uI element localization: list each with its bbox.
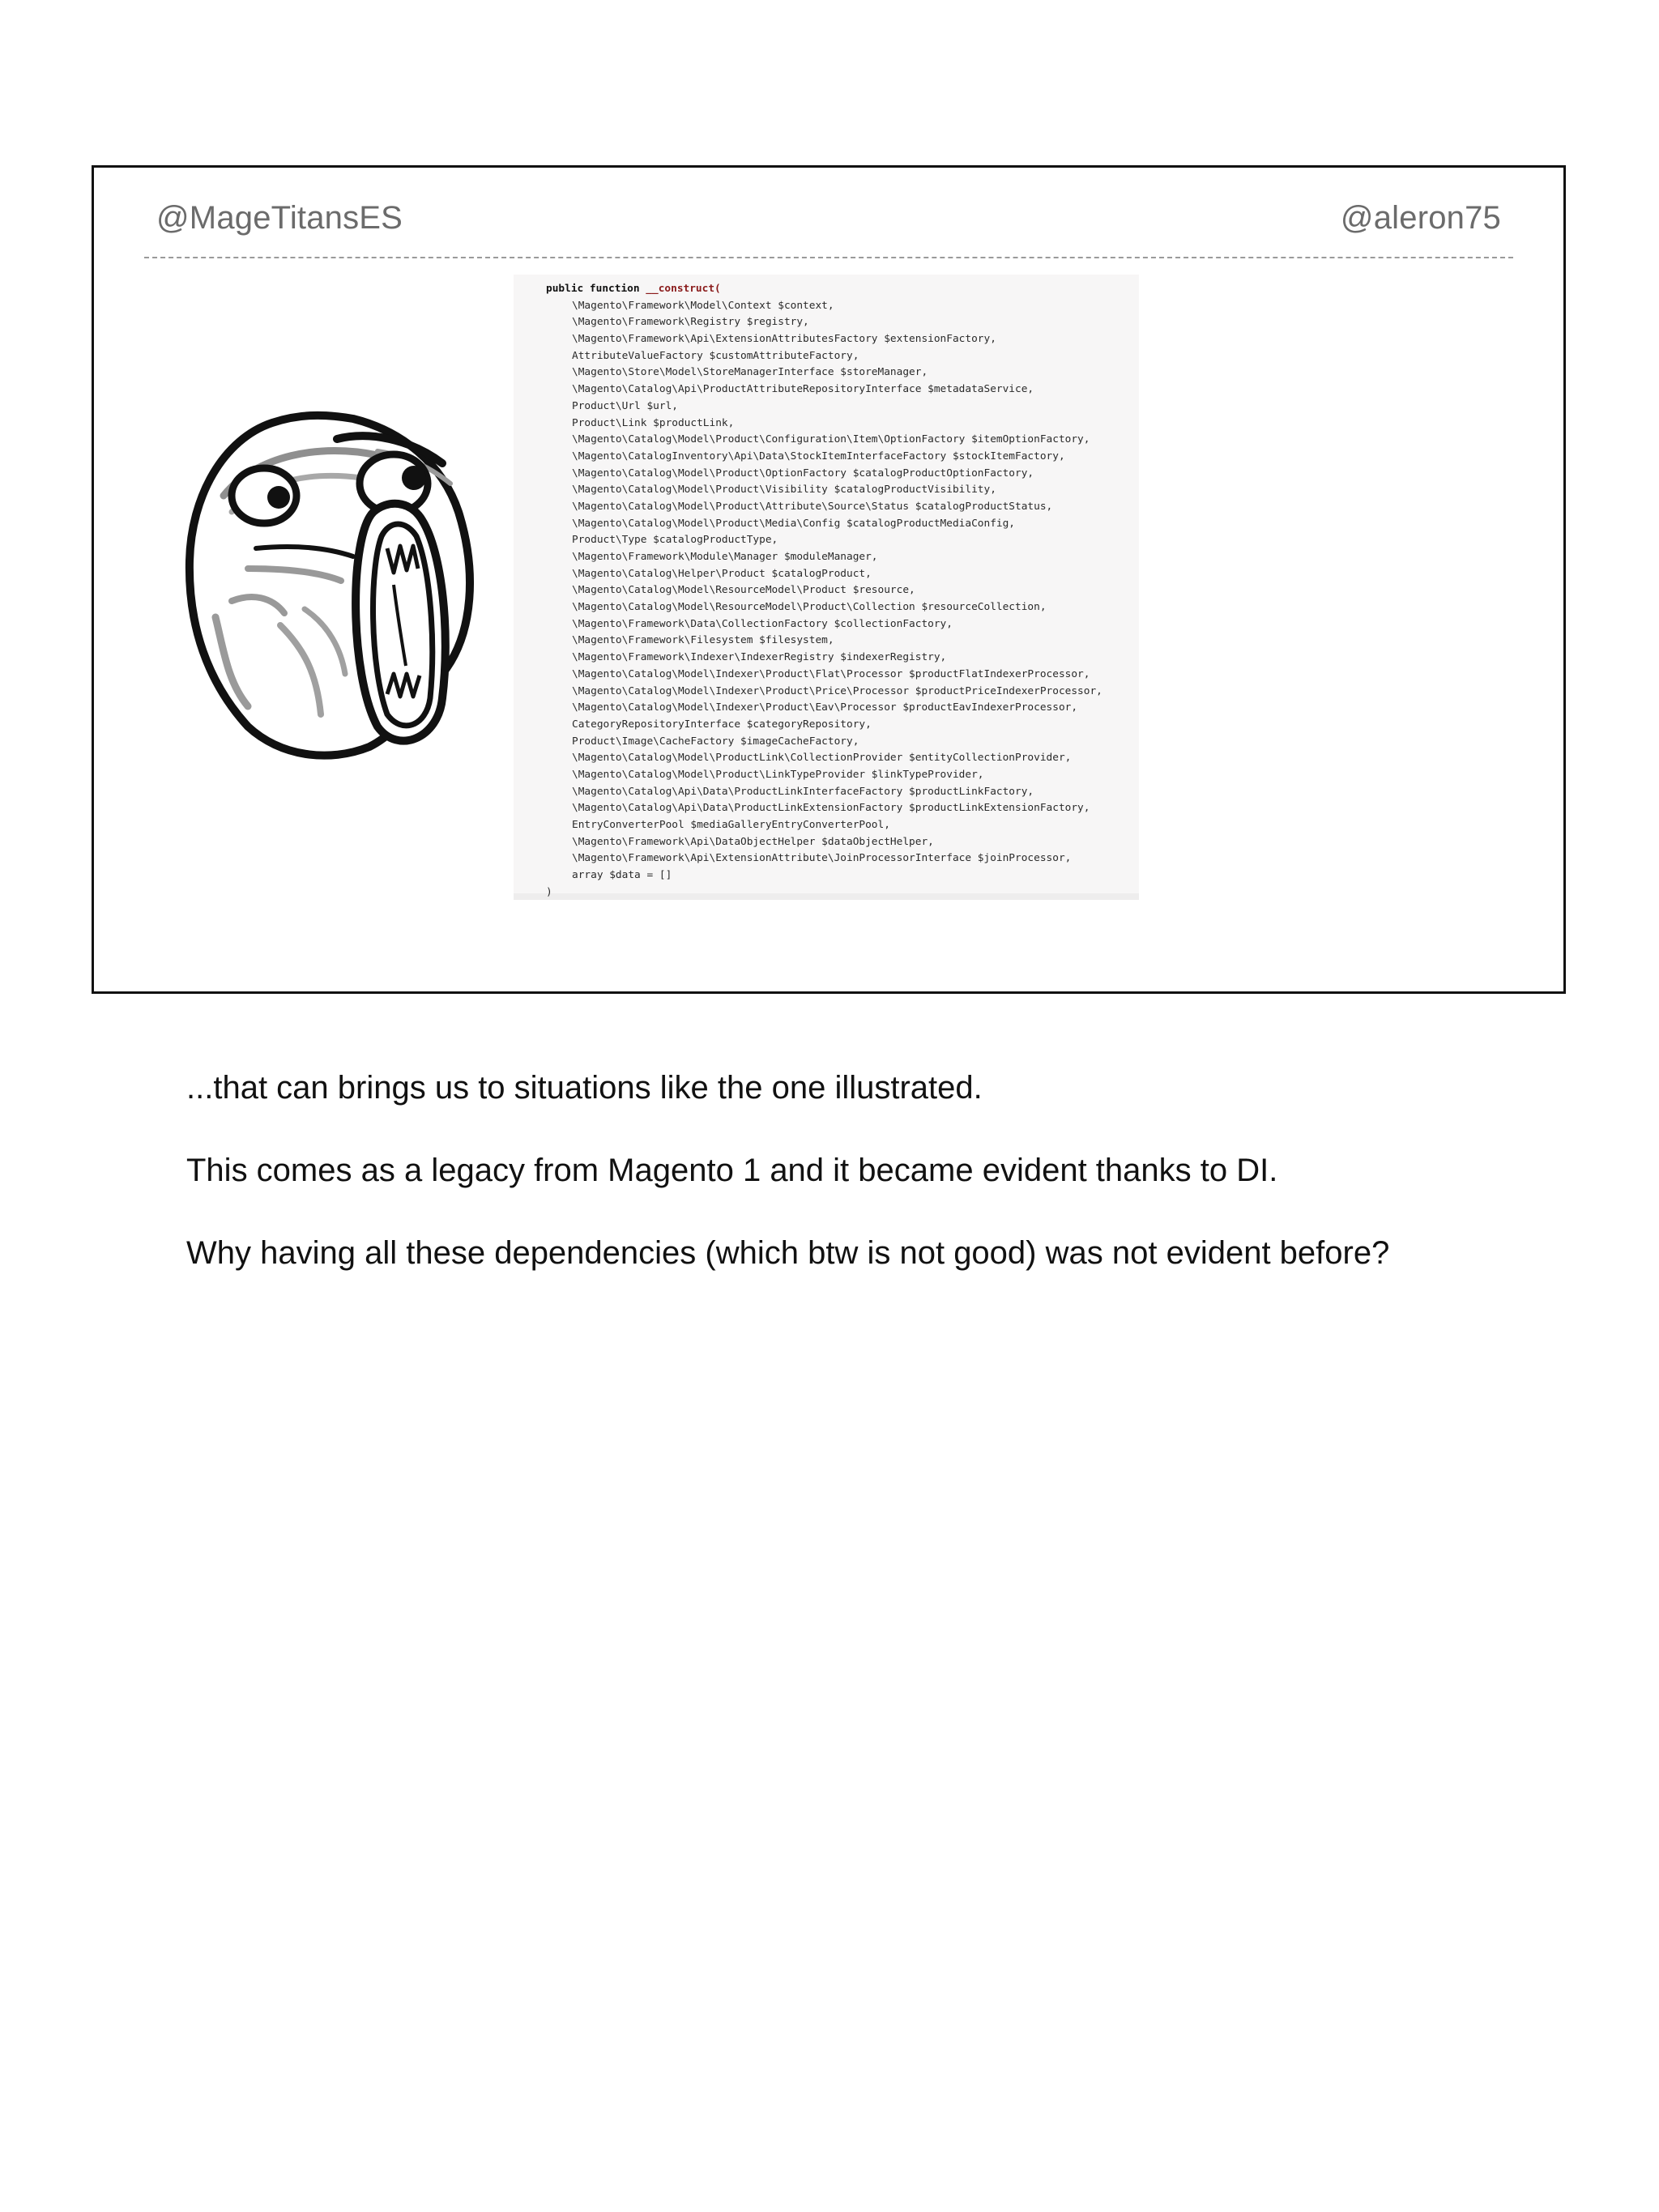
code-line: \Magento\Framework\Filesystem $filesystem, — [572, 634, 834, 647]
code-line: \Magento\Store\Model\StoreManagerInterface $storeManager, — [572, 366, 928, 379]
code-line: \Magento\Catalog\Model\Product\Configuration\Item\OptionFactory $itemOptionFactory, — [572, 433, 1090, 446]
code-line: \Magento\Catalog\Model\Product\Media\Config $catalogProductMediaConfig, — [572, 517, 1016, 530]
code-line: \Magento\Framework\Registry $registry, — [572, 316, 809, 329]
code-line: Product\Url $url, — [572, 399, 678, 412]
code-function-name: __construct — [646, 283, 715, 295]
code-open-paren: ( — [714, 283, 721, 295]
slide-frame — [92, 165, 1566, 994]
code-line: \Magento\Catalog\Helper\Product $catalogProduct, — [572, 567, 872, 580]
code-line: Product\Type $catalogProductType, — [572, 534, 778, 547]
code-line: \Magento\Framework\Api\ExtensionAttributesFactory $extensionFactory, — [572, 333, 996, 346]
troll-lol-face-icon — [175, 407, 483, 763]
code-line: \Magento\Catalog\Model\Indexer\Product\Price\Processor $productPriceIndexerProcessor, — [572, 684, 1102, 697]
code-line: \Magento\Framework\Api\DataObjectHelper $dataObjectHelper, — [572, 835, 934, 848]
code-line: array $data = [] — [572, 869, 672, 882]
code-line: \Magento\Catalog\Model\ResourceModel\Product $resource, — [572, 584, 915, 597]
code-line: \Magento\Catalog\Model\Product\Attribute\Source\Status $catalogProductStatus, — [572, 500, 1053, 513]
code-line: \Magento\Framework\Indexer\IndexerRegistry $indexerRegistry, — [572, 651, 947, 664]
code-line: EntryConverterPool $mediaGalleryEntryConverterPool, — [572, 819, 890, 831]
note-paragraph: ...that can brings us to situations like the one illustrated. — [186, 1070, 983, 1106]
code-line: \Magento\Catalog\Model\Indexer\Product\Eav\Processor $productEavIndexerProcessor, — [572, 701, 1078, 714]
twitter-handle-right: @aleron75 — [1340, 200, 1501, 236]
speaker-notes — [186, 1069, 1563, 1317]
code-line: \Magento\Catalog\Api\Data\ProductLinkExtensionFactory $productLinkExtensionFactory, — [572, 802, 1090, 815]
code-line: \Magento\Catalog\Model\Indexer\Product\Flat\Processor $productFlatIndexerProcessor, — [572, 667, 1090, 680]
code-line: Product\Image\CacheFactory $imageCacheFactory, — [572, 735, 859, 748]
code-line: \Magento\Catalog\Api\Data\ProductLinkInterfaceFactory $productLinkFactory, — [572, 785, 1034, 798]
code-line: \Magento\Framework\Module\Manager $moduleManager, — [572, 551, 878, 563]
code-line: CategoryRepositoryInterface $categoryRepository, — [572, 718, 872, 731]
header-divider — [144, 257, 1513, 258]
code-line: \Magento\Framework\Api\ExtensionAttribute\JoinProcessorInterface $joinProcessor, — [572, 852, 1072, 865]
code-line: \Magento\Catalog\Model\Product\Visibility $catalogProductVisibility, — [572, 484, 996, 497]
code-keyword: public function — [546, 283, 640, 295]
code-line: AttributeValueFactory $customAttributeFactory, — [572, 349, 859, 362]
code-line: \Magento\Catalog\Api\ProductAttributeRepositoryInterface $metadataService, — [572, 383, 1034, 396]
note-paragraph: Why having all these dependencies (which btw is not good) was not evident before? — [186, 1235, 1390, 1271]
code-line: \Magento\Catalog\Model\Product\LinkTypeProvider $linkTypeProvider, — [572, 768, 984, 781]
twitter-handle-left: @MageTitansES — [156, 200, 403, 236]
code-close-paren: ) — [546, 885, 552, 898]
code-line: \Magento\Framework\Data\CollectionFactory $collectionFactory, — [572, 617, 953, 630]
code-line: \Magento\Catalog\Model\ResourceModel\Product\Collection $resourceCollection, — [572, 601, 1047, 614]
note-paragraph: This comes as a legacy from Magento 1 and it became evident thanks to DI. — [186, 1153, 1278, 1188]
code-params — [546, 298, 1139, 884]
code-line: \Magento\Catalog\Model\Product\OptionFactory $catalogProductOptionFactory, — [572, 467, 1034, 479]
code-line: \Magento\Catalog\Model\ProductLink\CollectionProvider $entityCollectionProvider, — [572, 752, 1072, 765]
code-line: \Magento\Framework\Model\Context $context, — [572, 299, 834, 312]
code-screenshot — [514, 275, 1139, 900]
code-line: Product\Link $productLink, — [572, 416, 735, 429]
code-signature — [546, 281, 1139, 298]
code-line: \Magento\CatalogInventory\Api\Data\StockItemInterfaceFactory $stockItemFactory, — [572, 450, 1065, 462]
